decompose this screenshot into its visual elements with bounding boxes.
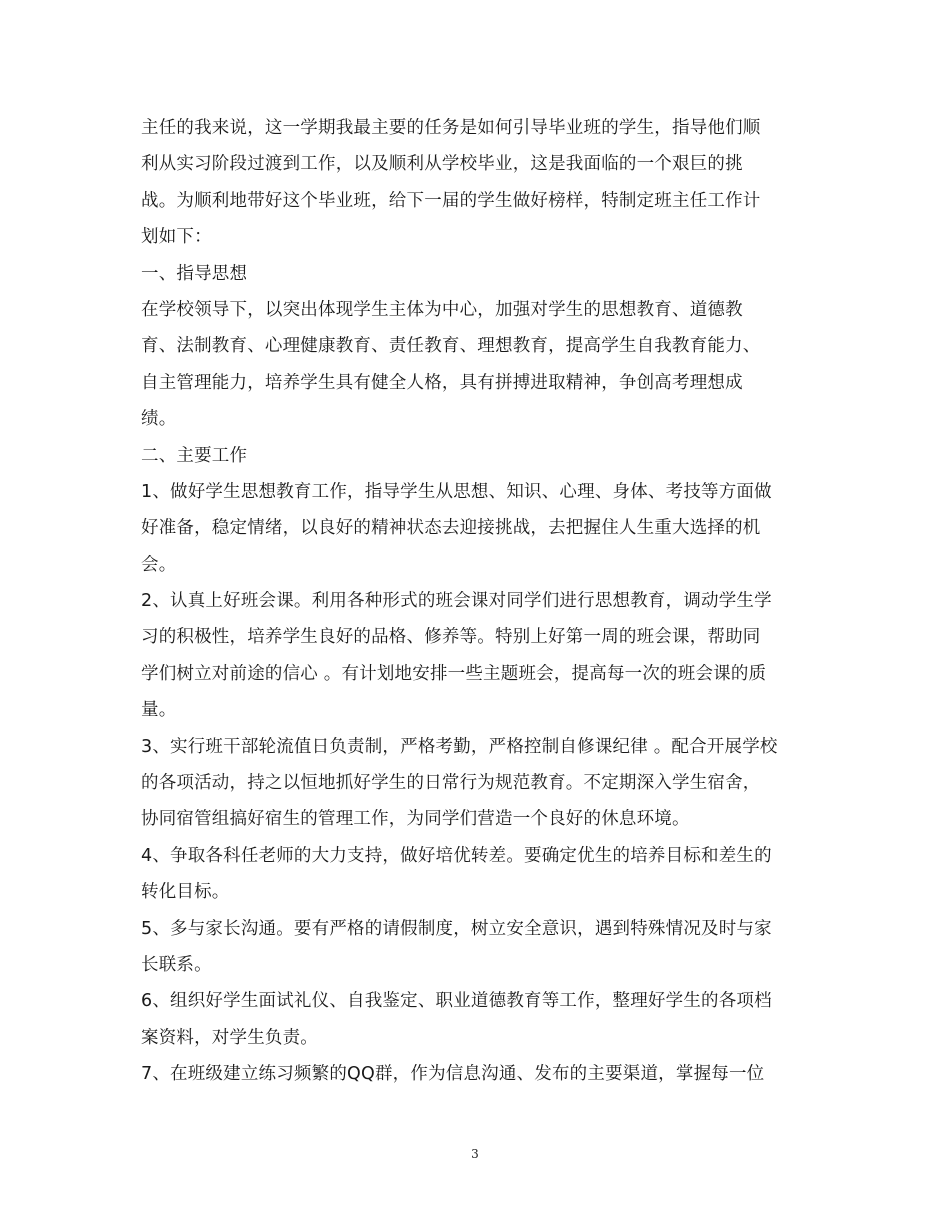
text-line: 战。为顺利地带好这个毕业班，给下一届的学生做好榜样，特制定班主任工作计 — [141, 190, 761, 211]
text-line: 协同宿管组搞好宿生的管理工作，为同学们营造一个良好的休息环境。 — [141, 809, 690, 830]
text-line: 习的积极性，培养学生良好的品格、修养等。特别上好第一周的班会课，帮助同 — [141, 627, 761, 648]
text-line: 育、法制教育、心理健康教育、责任教育、理想教育，提高学生自我教育能力、 — [141, 336, 761, 357]
text-line: 转化目标。 — [141, 882, 230, 903]
section-heading: 二、主要工作 — [141, 445, 248, 466]
text-line: 的各项活动，持之以恒地抓好学生的日常行为规范教育。不定期深入学生宿舍， — [141, 773, 761, 794]
page-number: 3 — [471, 1147, 479, 1161]
text-line: 自主管理能力，培养学生具有健全人格，具有拼搏进取精神，争创高考理想成 — [141, 372, 743, 393]
list-item-line: 6、组织好学生面试礼仪、自我鉴定、职业道德教育等工作，整理好学生的各项档 — [141, 991, 772, 1012]
text-line: 会。 — [141, 554, 177, 575]
text-line: 利从实习阶段过渡到工作，以及顺利从学校毕业，这是我面临的一个艰巨的挑 — [141, 154, 743, 175]
document-body — [141, 110, 813, 1093]
list-item-line: 5、多与家长沟通。要有严格的请假制度，树立安全意识，遇到特殊情况及时与家 — [141, 918, 772, 939]
text-line: 案资料，对学生负责。 — [141, 1027, 318, 1048]
text-line: 绩。 — [141, 409, 177, 430]
section-heading: 一、指导思想 — [141, 263, 248, 284]
text-line: 学们树立对前途的信心 。有计划地安排一些主题班会，提高每一次的班会课的质 — [141, 663, 767, 684]
list-item-line: 3、实行班干部轮流值日负责制，严格考勤，严格控制自修课纪律 。配合开展学校 — [141, 736, 778, 757]
list-item-line: 4、争取各科任老师的大力支持，做好培优转差。要确定优生的培养目标和差生的 — [141, 845, 772, 866]
text-line: 划如下： — [141, 227, 212, 248]
list-item-line: 7、在班级建立练习频繁的QQ群，作为信息沟通、发布的主要渠道，掌握每一位 — [141, 1064, 765, 1085]
text-line: 主任的我来说，这一学期我最主要的任务是如何引导毕业班的学生，指导他们顺 — [141, 118, 761, 138]
text-line: 好准备，稳定情绪，以良好的精神状态去迎接挑战，去把握住人生重大选择的机 — [141, 518, 761, 539]
text-line: 长联系。 — [141, 954, 212, 975]
list-item-line: 2、认真上好班会课。利用各种形式的班会课对同学们进行思想教育，调动学生学 — [141, 591, 772, 612]
list-item-line: 1、做好学生思想教育工作，指导学生从思想、知识、心理、身体、考技等方面做 — [141, 481, 772, 502]
text-line: 量。 — [141, 700, 177, 721]
text-line: 在学校领导下，以突出体现学生主体为中心，加强对学生的思想教育、道德教 — [141, 299, 743, 320]
